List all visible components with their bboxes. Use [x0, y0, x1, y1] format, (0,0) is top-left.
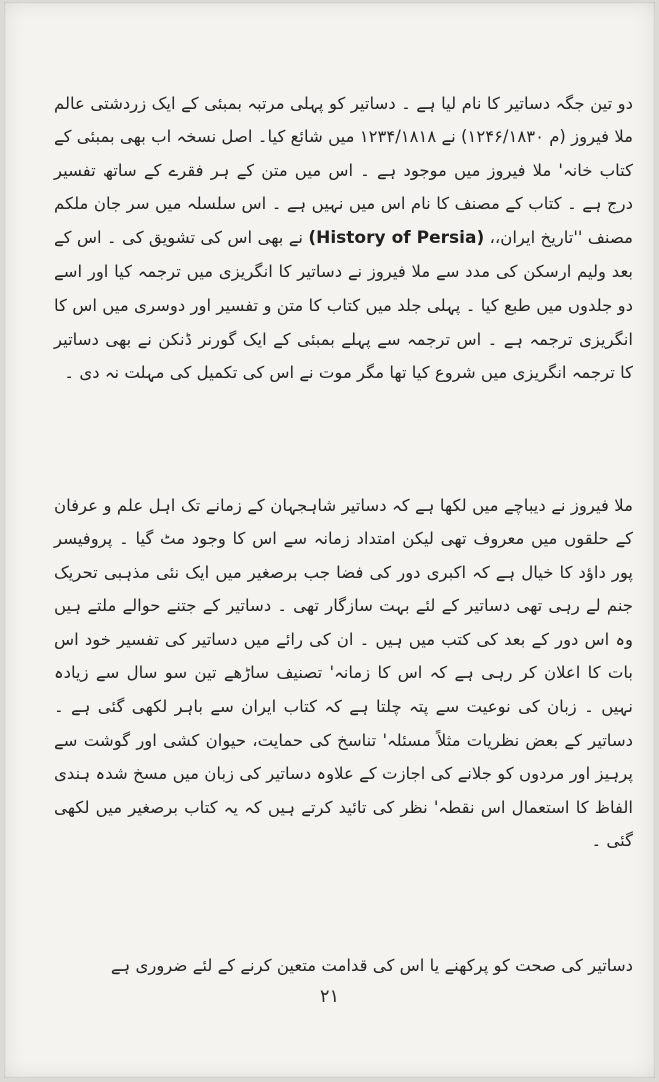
paragraph-dasatir-origin: ملا فیروز نے دیباچے میں لکھا ہے کہ دساتیر شاہجہان کے زمانے تک اہل علم و عرفان کے حلقوں میں معروف تھی لیکن امتداد زمانہ سے اس کا وجود مٹ گیا ۔ پروفیسر پور داؤد کا خیال ہے کہ اکبری دور کی فضا جب برصغیر میں ایک نئی مذہبی تحریک جنم لے رہی تھی دساتیر کے لئے بہت سازگار تھی ۔ دساتیر کے جتنے حوالے ملتے ہیں وہ اس دور کے بعد کی کتب میں ہیں ۔ ان کی رائے میں دساتیر کی تفسیر خود اس بات کا اعلان کر رہی ہے کہ اس کا زمانہ' تصنیف ساڑھے تین سو سال سے زیادہ نہیں ۔ زبان کی نوعیت سے پتہ چلتا ہے کہ کتاب ایران سے باہر لکھی گئی ہے ۔ دساتیر کے بعض نظریات مثلاً مسئلہ' تناسخ کی حمایت، حیوان کشی اور گوشت سے پرہیز اور مردوں کو جلانے کی اجازت کے علاوہ دساتیر کی زبان میں مسخ شدہ ہندی الفاظ کا استعمال اس نقطہ' نظر کی تائید کرتے ہیں کہ یہ کتاب برصغیر میں لکھی گئی ۔ [54, 495, 633, 851]
english-title-history-of-persia: (History of Persia) [308, 227, 485, 248]
document-page [4, 2, 655, 1078]
page-number: ۲۱ [319, 986, 340, 1007]
paragraph-1-text-after: نے بھی اس کی تشویق کی ۔ اس کے بعد ولیم ارسکن کی مدد سے ملا فیروز نے دساتیر کا انگریزی میں ترجمہ کیا اور اسے دو جلدوں میں طبع کیا ۔ پہلی جلد میں کتاب کا متن و تفسیر اور دوسری میں اس کا انگریزی ترجمہ ہے ۔ اس ترجمہ سے پہلے بمبئی کے ایک گورنر ڈنکن نے بھی دساتیر کا ترجمہ انگریزی میں شروع کیا تھا مگر موت نے اس کی تکمیل کی مہلت نہ دی ۔ [54, 227, 633, 383]
paragraph-dasatir-publication [54, 87, 633, 390]
paragraph-dasatir-verification: دساتیر کی صحت کو پرکھنے یا اس کی قدامت متعین کرنے کے لئے ضروری ہے [110, 955, 633, 975]
paragraph-1-text-before: دو تین جگہ دساتیر کا نام لیا ہے ۔ دساتیر کو پہلی مرتبہ بمبئی کے ایک زردشتی عالم ملا فیروز (م ۱۲۴۶/۱۸۳۰) نے ۱۲۳۴/۱۸۱۸ میں شائع کیا۔ اصل نسخہ اب بھی بمبئی کے کتاب خانہ' ملا فیروز میں موجود ہے ۔ اس میں متن کے ہر فقرے کے ساتھ تفسیر درج ہے ۔ کتاب کے مصنف کا نام اس میں نہیں ہے ۔ اس سلسلہ میں سر جان ملکم مصنف ''تاریخ ایران،، [54, 93, 634, 247]
